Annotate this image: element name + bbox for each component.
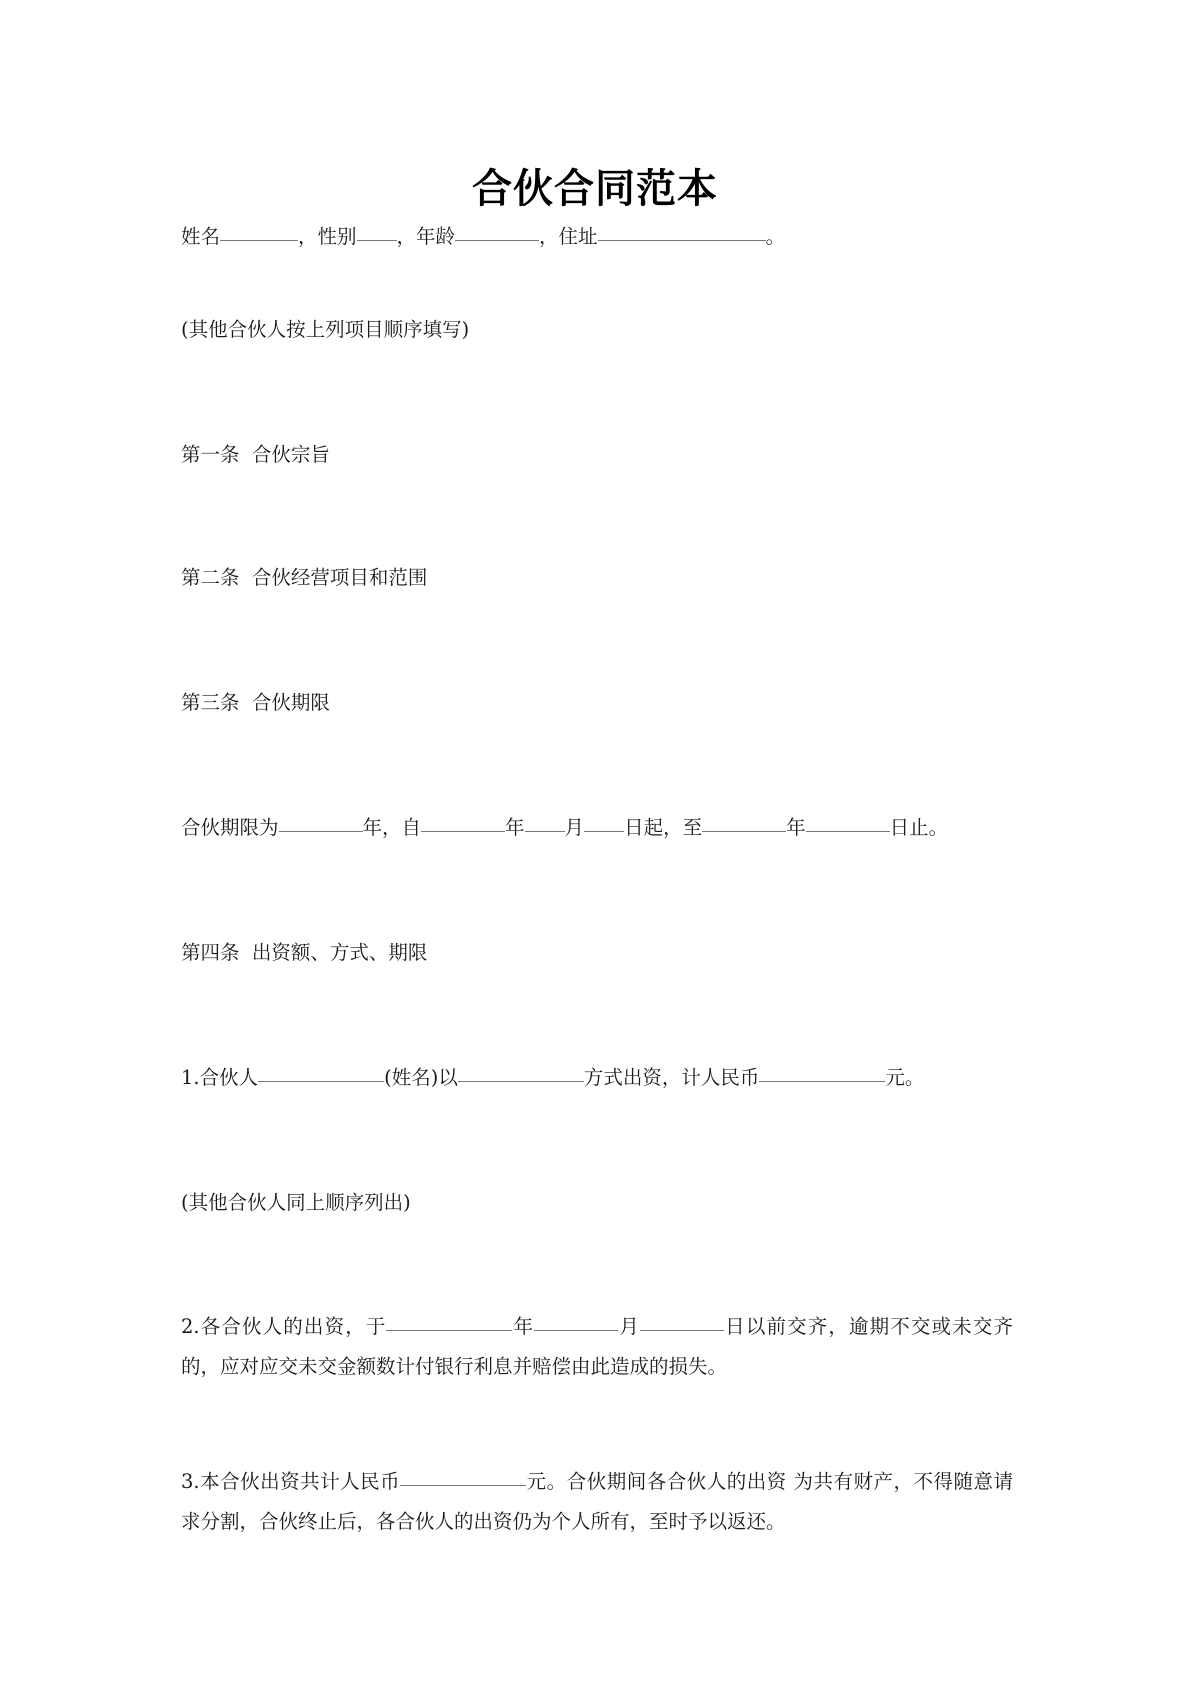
term-text: 日起，至 [624,816,703,839]
end-day-blank[interactable] [806,830,890,832]
term-line [181,808,1021,848]
contribution-text: 元。合伙期间各合伙人的出资 为共有财产，不得随意请求分割，合伙终止后，各合伙人的出资仍为个人所有，至时予以返还。 [181,1470,1014,1533]
other-partners-note: (其他合伙人按上列项目顺序填写) [181,318,470,341]
document-title: 合伙合同范本 [472,165,718,212]
contribution-text: 日以前交齐，逾期不交或未交齐的，应对应交未交金额数计付银行利息并赔偿由此造成的损失。 [181,1315,1013,1378]
address-blank[interactable] [598,239,766,241]
amount-blank[interactable] [759,1080,885,1082]
name-blank[interactable] [220,239,298,241]
start-day-blank[interactable] [584,830,624,832]
period: 。 [765,225,786,248]
end-year-blank[interactable] [702,830,786,832]
contribution-text: 3.本合伙出资共计人民币 [181,1470,401,1493]
name-label: 姓名 [181,225,221,248]
term-years-blank[interactable] [279,830,363,832]
due-year-blank[interactable] [386,1329,512,1331]
term-text: 日止。 [889,816,949,839]
term-text: 月 [564,816,585,839]
contribution-2-paragraph [181,1307,1013,1387]
contribution-text: 2.各合伙人的出资，于 [181,1315,387,1338]
contribution-text: 年 [512,1315,535,1338]
term-text: 年，自 [362,816,422,839]
contribution-text: 月 [618,1315,641,1338]
article-1-heading: 第一条 合伙宗旨 [181,443,330,466]
contribution-text: 方式出资，计人民币 [583,1066,760,1089]
gender-blank[interactable] [357,239,397,241]
term-text: 年 [505,816,525,839]
contribution-3-paragraph [181,1462,1013,1542]
contribution-1-line [181,1058,1021,1098]
contribution-text: 元。 [885,1066,925,1089]
other-partners-same-note: (其他合伙人同上顺序列出) [181,1191,411,1214]
address-label: ，住址 [539,225,598,248]
partner-name-blank[interactable] [258,1080,384,1082]
method-blank[interactable] [458,1080,584,1082]
gender-label: ，性别 [298,225,357,248]
term-text: 年 [786,816,806,839]
age-label: ，年龄 [396,225,456,248]
article-2-heading: 第二条 合伙经营项目和范围 [181,566,428,589]
term-prefix: 合伙期限为 [181,816,279,839]
age-blank[interactable] [455,239,539,241]
partner-info-line [181,217,1021,257]
total-amount-blank[interactable] [400,1484,526,1486]
start-month-blank[interactable] [525,830,565,832]
due-day-blank[interactable] [640,1329,724,1331]
contribution-text: (姓名)以 [384,1066,458,1089]
article-3-heading: 第三条 合伙期限 [181,691,330,714]
start-year-blank[interactable] [421,830,505,832]
due-month-blank[interactable] [534,1329,618,1331]
article-4-heading: 第四条 出资额、方式、期限 [181,941,428,964]
contribution-text: 1.合伙人 [181,1066,259,1089]
